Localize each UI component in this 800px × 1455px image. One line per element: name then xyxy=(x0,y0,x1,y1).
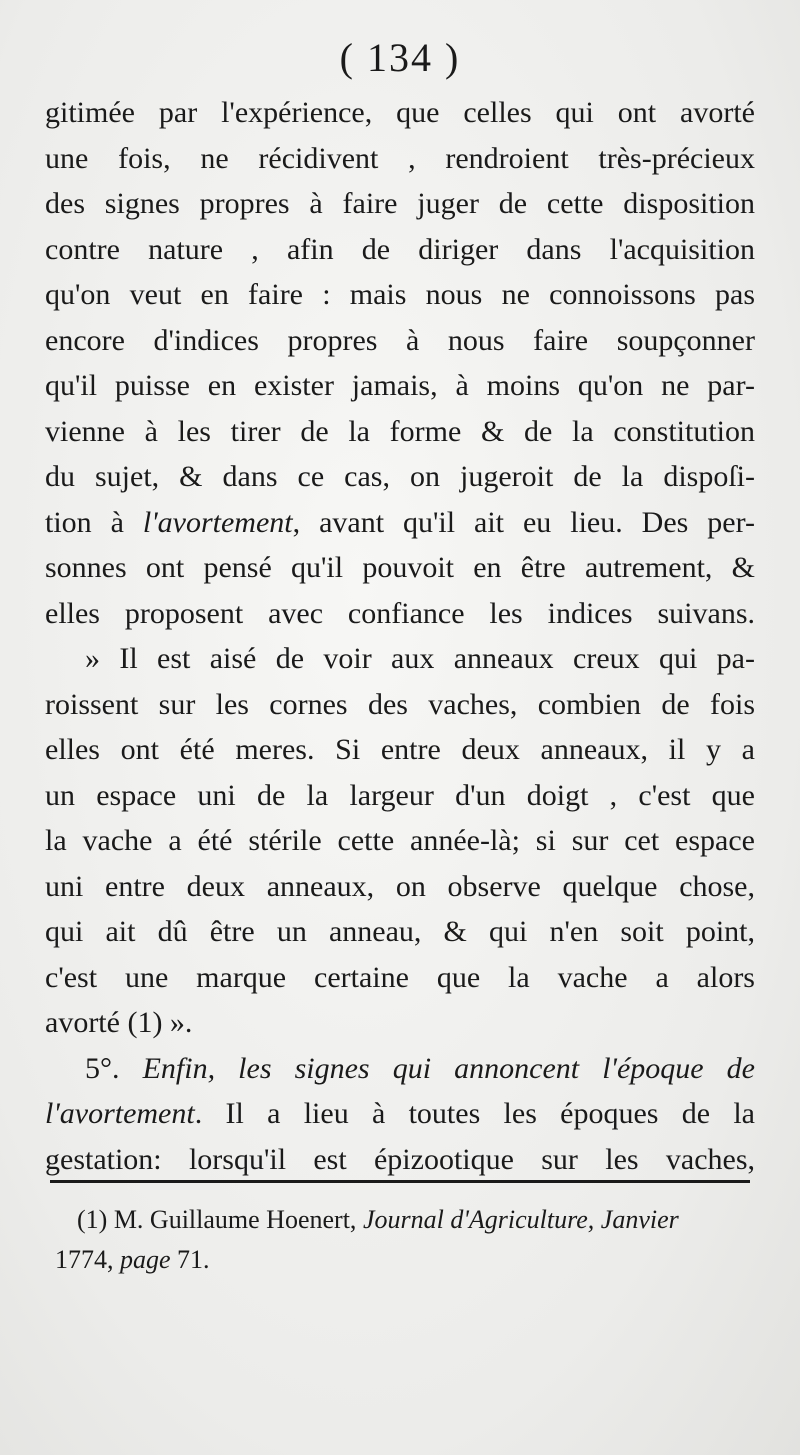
text-line: qui ait dû être un anneau, & qui n'en soit point, xyxy=(45,915,755,948)
text-line: une fois, ne récidivent , rendroient très-précieux xyxy=(45,141,755,175)
text-line-with-italic xyxy=(45,500,755,546)
text-line: encore d'indices propres à nous faire soupçonner xyxy=(45,323,755,357)
text-line: c'est une marque certaine que la vache a alors xyxy=(45,960,755,994)
text-line: contre nature , afin de diriger dans l'acquisition xyxy=(45,232,755,266)
text-line: qu'on veut en faire : mais nous ne connoissons pas xyxy=(45,278,755,311)
text-line-with-italic xyxy=(45,1091,755,1137)
text-line: roissent sur les cornes des vaches, combien de fois xyxy=(45,687,755,721)
text-line: gestation: lorsqu'il est épizootique sur les vaches, xyxy=(45,1142,755,1176)
footnote-year: 1774, xyxy=(55,1245,120,1274)
footnote-page-number: 71. xyxy=(170,1245,210,1274)
text-line: » Il est aisé de voir aux anneaux creux qui pa- xyxy=(85,642,755,675)
text-line: la vache a été stérile cette année-là; si sur cet espace xyxy=(45,824,755,857)
footnote-text: (1) M. Guillaume Hoenert, xyxy=(77,1205,363,1234)
section-heading-line xyxy=(45,1046,755,1092)
text-line: du sujet, & dans ce cas, on jugeroit de la dispoſi- xyxy=(45,460,755,493)
footnote-journal: Journal d'Agriculture, Janvier xyxy=(362,1205,679,1234)
text-segment: tion à xyxy=(45,505,143,539)
italic-heading: Enfin, les signes qui annoncent l'époque de xyxy=(142,1051,755,1085)
text-segment: . Il a lieu à toutes les époques de la xyxy=(194,1097,755,1130)
text-line: sonnes ont pensé qu'il pouvoit en être autrement, & xyxy=(45,551,755,584)
italic-term: l'avortement xyxy=(142,505,293,539)
text-line: un espace uni de la largeur d'un doigt , c'est que xyxy=(45,778,755,812)
text-line: avorté (1) ». xyxy=(45,1006,193,1039)
footnote-page-word: page xyxy=(120,1245,171,1274)
text-line: uni entre deux anneaux, on observe quelque chose, xyxy=(45,869,755,903)
italic-term: l'avortement xyxy=(45,1097,195,1130)
text-segment: , avant qu'il ait eu lieu. Des per- xyxy=(292,505,755,539)
text-line: vienne à les tirer de la forme & de la constitution xyxy=(45,414,755,448)
footnote-line xyxy=(55,1200,755,1240)
text-segment: 5°. xyxy=(85,1051,143,1085)
footnote-line xyxy=(55,1240,755,1280)
text-line: elles ont été meres. Si entre deux anneaux, il y a xyxy=(45,733,755,766)
footnote xyxy=(55,1200,755,1280)
footnote-rule xyxy=(50,1180,750,1183)
text-line: elles proposent avec confiance les indices suivans. xyxy=(45,596,755,630)
text-line: gitimée par l'expérience, que celles qui ont avorté xyxy=(45,96,755,129)
text-line: des signes propres à faire juger de cette disposition xyxy=(45,187,755,220)
text-line: qu'il puisse en exister jamais, à moins qu'on ne par- xyxy=(45,369,755,402)
body-text xyxy=(45,90,755,1182)
page-number: ( 134 ) xyxy=(339,35,461,80)
